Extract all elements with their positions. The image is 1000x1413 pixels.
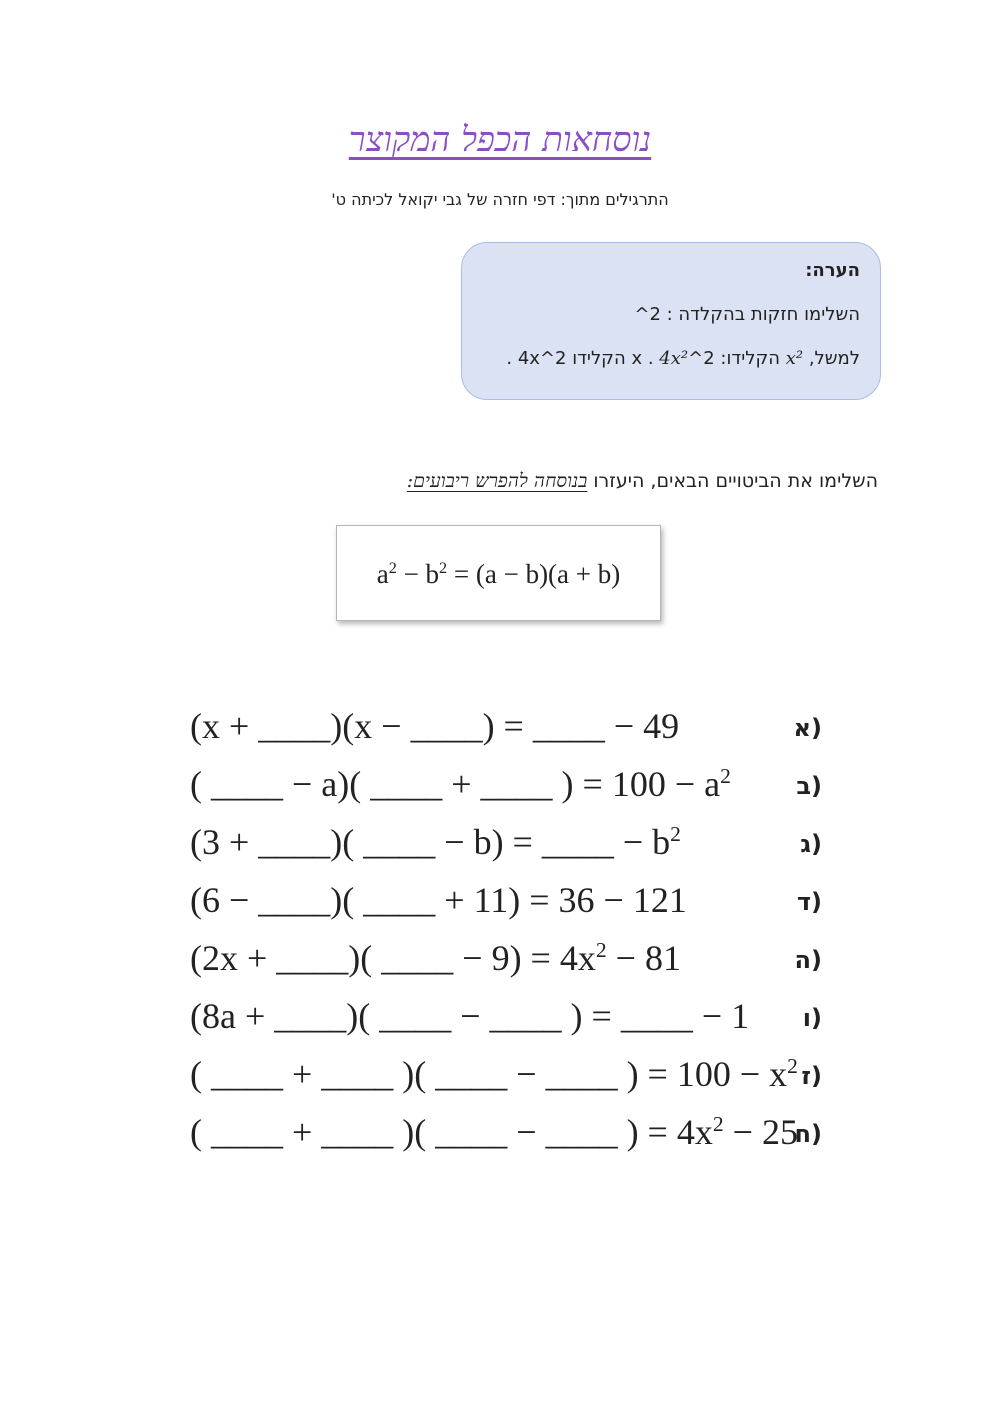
exercise-text: (2x + ____)( ____ − 9) = 4x: [190, 938, 596, 978]
exercise-label: (ג: [800, 830, 822, 858]
exercise-exponent: 2: [712, 1112, 724, 1136]
exercise-row: [0, 758, 1000, 816]
exercise-label: (ד: [796, 888, 822, 916]
note-example-prefix: למשל,: [808, 348, 860, 369]
exercise-text: (8a + ____)( ____ − ____ ) = ____ − 1: [190, 996, 750, 1036]
exercise-label: (ח: [794, 1120, 822, 1148]
note-box: [461, 242, 881, 400]
exercise-equation[interactable]: [190, 990, 749, 1042]
exercise-exponent: 2: [720, 764, 731, 788]
note-heading: הערה:: [805, 260, 860, 281]
exercise-row: [0, 990, 1000, 1048]
exercise-label: (א: [793, 714, 822, 742]
exercise-tail: − 25: [723, 1112, 798, 1152]
source-line: התרגילים מתוך: דפי חזרה של גבי יקואל לכיתה ט': [331, 190, 669, 209]
exercise-row: [0, 700, 1000, 758]
instruction-formula-name: בנוסחה להפרש ריבועים:: [406, 470, 588, 492]
exercise-text: (3 + ____)( ____ − b) = ____ − b: [190, 822, 671, 862]
formula-part-1: a: [376, 559, 389, 589]
exercise-equation[interactable]: [190, 932, 681, 984]
exercise-row: [0, 874, 1000, 932]
exercise-exponent: 2: [595, 938, 607, 962]
formula-exp-2: 2: [439, 559, 448, 577]
note-line-1: השלימו חזקות בהקלדה : 2^: [634, 304, 860, 325]
note-example-math-1: x²: [785, 348, 804, 369]
exercise-label: (ו: [802, 1004, 822, 1032]
exercise-label: (ה: [794, 946, 822, 974]
exercise-equation[interactable]: [190, 758, 731, 810]
exercise-text: ( ____ + ____ )( ____ − ____ ) = 4x: [190, 1112, 713, 1152]
formula-exp-1: 2: [388, 559, 397, 577]
exercise-equation[interactable]: [190, 874, 687, 926]
exercise-row: [0, 1048, 1000, 1106]
exercise-equation[interactable]: [190, 1106, 798, 1158]
note-example-end: הקלידו 2^4x .: [506, 348, 626, 369]
formula-box: [336, 525, 661, 621]
exercise-row: [0, 816, 1000, 874]
note-example-mid: הקלידו: 2^x .: [631, 348, 780, 369]
exercise-tail: − 81: [606, 938, 681, 978]
exercise-text: (6 − ____)( ____ + 11) = 36 − 121: [190, 880, 687, 920]
exercise-equation[interactable]: [190, 816, 681, 868]
note-example-math-2: 4x²: [659, 348, 689, 369]
exercise-exponent: 2: [670, 822, 681, 846]
exercise-label: (ז: [801, 1062, 822, 1090]
instruction: [300, 470, 878, 493]
exercise-row: [0, 932, 1000, 990]
exercise-exponent: 2: [787, 1054, 798, 1078]
exercise-equation[interactable]: [190, 1048, 798, 1100]
page-title: נוסחאות הכפל המקוצר: [348, 120, 652, 160]
exercise-text: ( ____ − a)( ____ + ____ ) = 100 − a: [190, 764, 721, 804]
formula-part-2: − b: [396, 559, 440, 589]
exercise-text: ( ____ + ____ )( ____ − ____ ) = 100 − x: [190, 1054, 788, 1094]
exercise-equation[interactable]: [190, 700, 679, 752]
exercise-text: (x + ____)(x − ____) = ____ − 49: [190, 706, 680, 746]
exercise-label: (ב: [796, 772, 822, 800]
formula-part-3: = (a − b)(a + b): [447, 559, 621, 589]
exercise-row: [0, 1106, 1000, 1164]
instruction-text: השלימו את הביטויים הבאים, היעזרו: [593, 470, 878, 492]
note-line-2: [482, 349, 860, 369]
